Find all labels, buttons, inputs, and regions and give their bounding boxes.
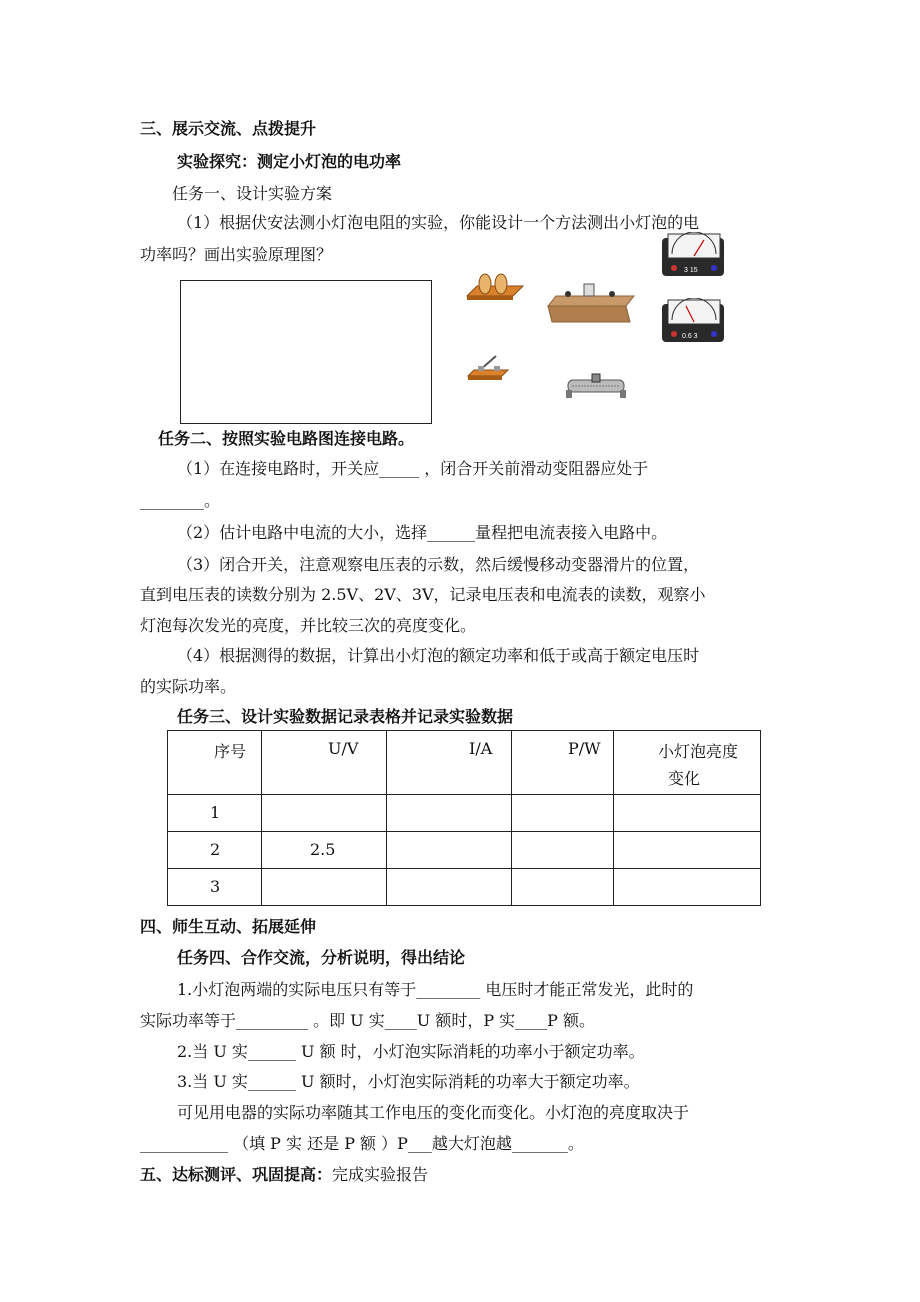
task2-item1-line1: （1）在连接电路时，开关应_____ ，闭合开关前滑动变阻器应处于 [177,459,649,478]
task2-item3-line2: 直到电压表的读数分别为 2.5V、2V、3V，记录电压表和电流表的读数，观察小 [140,585,706,604]
experiment-title: 实验探究：测定小灯泡的电功率 [177,152,402,171]
table-cell [387,795,512,832]
switch-image [466,352,510,382]
task4-point2: 2.当 U 实______ U 额 时，小灯泡实际消耗的功率小于额定功率。 [177,1042,645,1061]
table-cell: 3 [168,869,262,906]
rheostat-image [564,372,628,400]
table-cell [262,795,387,832]
voltmeter-scale-label: 3 15 [684,267,698,274]
task4-point3: 3.当 U 实______ U 额时，小灯泡实际消耗的功率大于额定功率。 [177,1072,640,1091]
table-row [168,795,761,832]
table-cell: 1 [168,795,262,832]
battery-holder-image [463,268,525,302]
section-5-heading [140,1164,428,1186]
task2-item2: （2）估计电路中电流的大小，选择______量程把电流表接入电路中。 [177,523,668,542]
header-current: I/A [469,739,493,758]
task2-item3-line1: （3）闭合开关，注意观察电压表的示数，然后缓慢移动变器滑片的位置， [177,555,700,574]
table-row [168,832,761,869]
bulb-holder-image [546,282,636,326]
table-row [168,869,761,906]
voltmeter-image [660,232,728,278]
table-cell [512,795,614,832]
header-index: 序号 [214,742,247,761]
table-cell [614,869,761,906]
table-cell [262,869,387,906]
table-cell [512,869,614,906]
table-cell: 2 [168,832,262,869]
table-header-cell [387,731,512,795]
table-header-cell [262,731,387,795]
task2-title: 任务二、按照实验电路图连接电路。 [158,429,415,448]
header-voltage: U/V [328,739,359,758]
task1-question-line2: 功率吗？画出实验原理图？ [140,245,333,264]
task1-title: 任务一、设计实验方案 [172,184,333,203]
task4-point1-line2: 实际功率等于_________ 。即 U 实____U 额时，P 实____P 额。 [140,1011,596,1030]
table-cell [512,832,614,869]
table-header-cell [168,731,262,795]
table-cell: 2.5 [262,832,387,869]
section-3-heading: 三、展示交流、点拨提升 [140,119,317,138]
ammeter-image [660,298,728,344]
header-brightness: 小灯泡亮度 [658,742,739,761]
task1-question-line1: （1）根据伏安法测小灯泡电阻的实验，你能设计一个方法测出小灯泡的电 [177,213,700,232]
table-header-cell [512,731,614,795]
table-cell [614,795,761,832]
ammeter-scale-label: 0.6 3 [682,333,698,340]
task4-summary-line2: ___________ （填 P 实 还是 P 额 ）P___越大灯泡越_______。 [140,1134,584,1153]
task2-item1-line2: ________。 [140,491,221,510]
circuit-drawing-box [180,280,432,424]
data-record-table [167,730,761,906]
table-header-row [168,731,761,795]
task3-title: 任务三、设计实验数据记录表格并记录实验数据 [177,707,514,726]
task2-item3-line3: 灯泡每次发光的亮度，并比较三次的亮度变化。 [140,616,477,635]
task4-point1-line1: 1.小灯泡两端的实际电压只有等于________ 电压时才能正常发光，此时的 [177,980,694,999]
table-header-cell [614,731,761,795]
section-5-text: 完成实验报告 [332,1165,429,1184]
task2-item4-line2: 的实际功率。 [140,677,237,696]
table-cell [387,869,512,906]
task4-title: 任务四、合作交流，分析说明，得出结论 [177,948,466,967]
table-cell [614,832,761,869]
table-cell [387,832,512,869]
task4-summary-line1: 可见用电器的实际功率随其工作电压的变化而变化。小灯泡的亮度取决于 [177,1103,690,1122]
section-4-heading: 四、师生互动、拓展延伸 [140,917,317,936]
task2-item4-line1: （4）根据测得的数据，计算出小灯泡的额定功率和低于或高于额定电压时 [177,646,700,665]
header-brightness-change: 变化 [668,769,701,788]
header-power: P/W [568,739,601,758]
section-5-title: 五、达标测评、巩固提高： [140,1165,333,1184]
